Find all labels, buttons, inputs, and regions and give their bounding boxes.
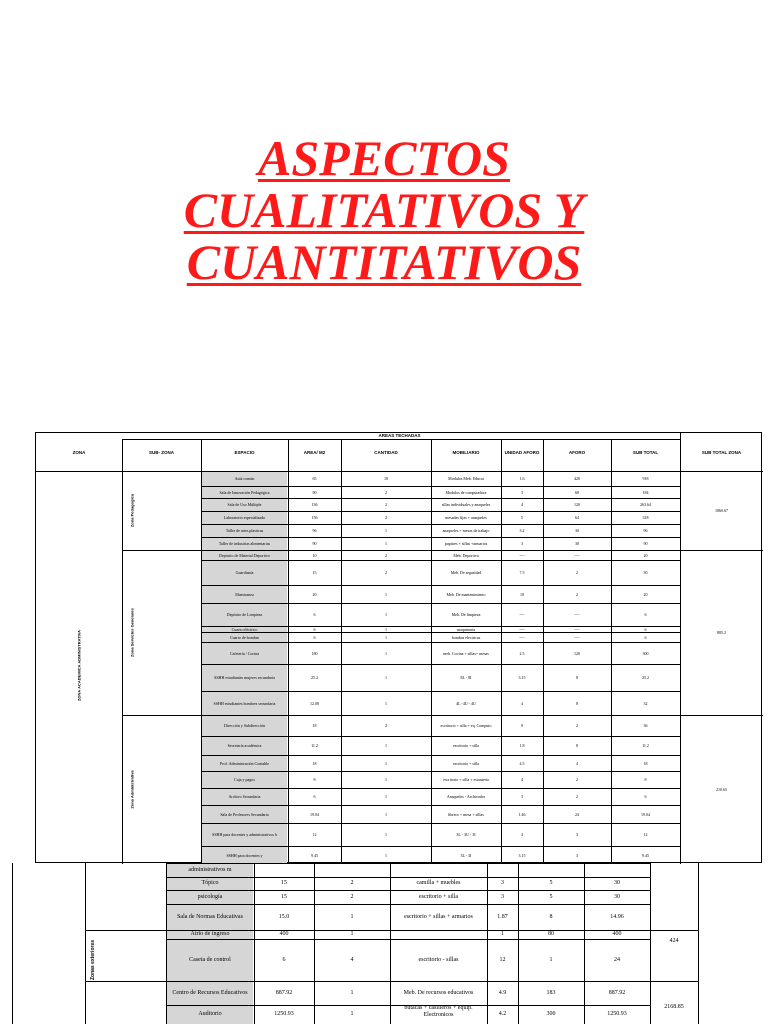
lower-row-7-col-6: 1250.93 <box>607 1011 627 1017</box>
row-12-col-2: 1 <box>385 650 387 656</box>
row-divider <box>201 771 680 772</box>
subzone-label-2: Zona Administrativa <box>129 769 135 809</box>
row-13-col-0: SSHH estudiantes mujeres secundaria <box>214 675 275 680</box>
row-1-col-6: 184 <box>642 489 649 495</box>
row-20-col-3: librero + mesa + sillas <box>448 811 484 817</box>
row-9-col-5: ---- <box>574 612 580 617</box>
row-13-col-4: 3.15 <box>518 675 526 680</box>
row-9-col-6: 6 <box>644 612 647 617</box>
row-14-col-3: 4L -4U - 4U <box>456 700 476 706</box>
row-5-col-5: 30 <box>575 541 579 546</box>
row-6-col-3: Meb. Deportiva <box>453 552 479 558</box>
row-17-col-1: 18 <box>312 760 317 766</box>
row-17-col-4: 4.5 <box>519 760 525 766</box>
row-16-col-4: 1.8 <box>519 743 525 748</box>
row-1-col-0: Sala de Innovación Pedagógica <box>219 489 270 495</box>
row-16-col-0: Secretaría académica <box>227 743 262 748</box>
row-9-col-1: 6 <box>313 612 316 617</box>
areas-table-continued <box>0 863 768 1024</box>
row-3-col-6: 318 <box>642 515 649 520</box>
row-16-col-2: 1 <box>385 743 387 748</box>
row-17-col-3: escritorio + silla <box>452 760 480 766</box>
row-divider <box>166 863 650 864</box>
lower-subzone-label: Zonas exteriores <box>90 939 96 981</box>
row-8-col-2: 1 <box>385 591 387 597</box>
row-22-col-4: 3.15 <box>518 852 526 858</box>
row-2-col-2: 2 <box>385 502 387 507</box>
column-divider <box>698 863 699 1024</box>
zone-total-0: 1860.67 <box>715 507 728 513</box>
row-15-col-1: 18 <box>312 723 317 728</box>
row-11-col-0: Cuarto de bombas <box>229 634 260 640</box>
row-0-col-5: 420 <box>574 476 580 481</box>
row-15-col-4: 9 <box>521 723 523 728</box>
row-divider <box>201 642 680 643</box>
lower-row-1-col-5: 5 <box>549 880 553 886</box>
column-divider <box>288 439 289 864</box>
header-sub-zona: SUB- ZONA <box>149 449 174 455</box>
lower-row-6-col-2: 1 <box>350 989 354 996</box>
row-5-col-2: 1 <box>385 541 387 546</box>
row-13-col-1: 25.2 <box>311 675 318 680</box>
row-0-col-6: 918 <box>642 476 649 481</box>
row-14-col-1: 12.08 <box>310 700 319 706</box>
subzone-divider <box>85 930 698 931</box>
row-12-col-4: 2.5 <box>519 650 525 656</box>
lower-row-0-col-5 <box>518 863 584 877</box>
row-1-col-3: Modulos de computadora <box>445 489 487 495</box>
row-22-col-0: SSHH para docentes y <box>226 852 263 858</box>
lower-row-5-col-4: 12 <box>499 956 506 963</box>
row-21-col-2: 1 <box>385 832 387 837</box>
lower-row-6-col-3: Meb. De recursos educativos <box>403 989 474 996</box>
column-divider <box>314 863 315 1024</box>
areas-table <box>35 432 762 863</box>
row-13-col-5: 8 <box>576 675 578 680</box>
lower-row-0-col-3 <box>390 863 487 877</box>
lower-row-5-col-2: 4 <box>350 956 354 963</box>
lower-zone-total-0: 424 <box>669 938 679 944</box>
lower-row-6-col-6: 887.92 <box>608 989 626 996</box>
row-9-col-4: ---- <box>519 612 525 617</box>
row-15-col-2: 2 <box>385 723 387 728</box>
row-19-col-1: 6 <box>313 794 316 799</box>
divider <box>122 439 680 440</box>
row-22-col-5: 3 <box>576 852 578 858</box>
lower-row-3-col-2: 1 <box>350 913 354 920</box>
lower-row-5-col-0: Caseta de control <box>189 956 231 963</box>
row-20-col-4: 1.46 <box>518 811 526 817</box>
lower-row-0-col-2 <box>314 863 390 877</box>
row-14-col-6: 32 <box>643 700 648 706</box>
row-divider <box>201 736 680 737</box>
row-12-col-5: 120 <box>574 650 580 656</box>
header-aforo: AFORO <box>568 449 586 455</box>
lower-row-1-col-2: 2 <box>350 880 354 886</box>
row-11-col-6: 6 <box>644 634 647 640</box>
row-7-col-1: 15 <box>312 570 317 575</box>
lower-row-2-col-1: 15 <box>281 893 287 900</box>
row-12-col-6: 300 <box>642 650 649 656</box>
row-5-col-6: 90 <box>643 541 648 546</box>
row-11-col-3: bombas electricas <box>451 634 481 640</box>
row-divider <box>201 632 680 633</box>
row-18-col-2: 1 <box>385 777 387 782</box>
column-divider <box>431 439 432 864</box>
lower-row-7-col-5: 300 <box>546 1011 556 1017</box>
row-17-col-0: Prof. Administración Contable <box>220 760 269 766</box>
row-15-col-6: 36 <box>643 723 648 728</box>
lower-row-1-col-3: camilla + muebles <box>416 880 461 886</box>
header-espacio: ESPACIO <box>234 449 255 455</box>
zone-total-2: 210.65 <box>716 786 727 792</box>
row-4-col-4: 3.2 <box>519 528 525 533</box>
row-20-col-2: 1 <box>385 811 387 817</box>
row-2-col-0: Sala de Uso Múltiple <box>227 502 262 507</box>
row-16-col-6: 11.2 <box>642 743 649 748</box>
row-2-col-4: 4 <box>521 502 523 507</box>
row-5-col-1: 90 <box>312 541 317 546</box>
row-3-col-5: 64 <box>575 515 579 520</box>
row-20-col-5: 24 <box>575 811 579 817</box>
row-divider <box>201 560 680 561</box>
row-divider <box>201 603 680 604</box>
row-17-col-2: 1 <box>385 760 387 766</box>
row-15-col-0: Dirección y Subdirección <box>224 723 265 728</box>
lower-row-7-col-0: Auditorio <box>198 1011 222 1017</box>
row-1-col-2: 2 <box>385 489 387 495</box>
lower-row-1-col-0: Tópico <box>201 880 219 886</box>
row-divider <box>201 498 680 499</box>
column-divider <box>518 863 519 1024</box>
row-divider <box>201 486 680 487</box>
lower-row-0-col-0: administrativos m <box>188 866 232 873</box>
column-divider <box>122 439 123 864</box>
row-14-col-4: 4 <box>521 700 523 706</box>
lower-row-1-col-1: 15 <box>281 880 287 886</box>
row-6-col-2: 2 <box>385 552 387 558</box>
row-1-col-4: 3 <box>521 489 523 495</box>
subzone-label-0: Zona Pedagogica <box>129 493 135 527</box>
column-divider <box>390 863 391 1024</box>
row-10-col-2: 1 <box>385 626 387 632</box>
lower-row-1-col-6: 30 <box>614 880 620 886</box>
lower-row-6-col-4: 4.9 <box>498 989 507 996</box>
row-divider <box>166 877 650 878</box>
row-7-col-4: 7.5 <box>519 570 525 575</box>
row-divider <box>166 890 650 891</box>
row-11-col-5: ---- <box>574 634 580 640</box>
row-22-col-6: 9.45 <box>642 852 649 858</box>
row-6-col-4: ---- <box>519 552 525 558</box>
row-19-col-3: Anaqueles - Archivador <box>446 794 486 799</box>
row-8-col-3: Meb. De mantenimiento <box>446 591 486 597</box>
lower-row-3-col-0: Sala de Normas Educativas <box>177 913 243 920</box>
row-12-col-0: Cafetería / Cocina <box>229 650 260 656</box>
lower-row-2-col-2: 2 <box>350 893 354 900</box>
row-10-col-6: 6 <box>644 626 647 632</box>
lower-row-7-col-1: 1250.93 <box>274 1011 294 1017</box>
lower-row-3-col-6: 14.96 <box>610 913 624 920</box>
lower-row-2-col-4: 3 <box>501 893 504 900</box>
row-8-col-1: 20 <box>312 591 317 597</box>
row-divider <box>201 823 680 824</box>
row-18-col-0: Caja y pagos <box>234 777 255 782</box>
row-9-col-3: Meb. De limpieza <box>451 612 481 617</box>
row-divider <box>201 664 680 665</box>
lower-row-4-col-5: 80 <box>548 931 554 937</box>
lower-row-4-col-6: 400 <box>612 931 622 937</box>
lower-row-7-col-2: 1 <box>350 1011 354 1017</box>
row-3-col-0: Laboratorio especializado <box>223 515 266 520</box>
row-8-col-5: 2 <box>576 591 578 597</box>
zona-label: ZONA ACADEMICA ADMINISTRATIVA <box>76 629 82 702</box>
row-13-col-3: 8L - 8I <box>460 675 472 680</box>
row-divider <box>201 585 680 586</box>
lower-row-1-col-4: 3 <box>501 880 504 886</box>
row-11-col-4: ---- <box>519 634 525 640</box>
row-10-col-5: ---- <box>574 626 580 632</box>
row-10-col-0: Cuarto eléctrico <box>231 626 258 632</box>
lower-row-2-col-0: psicología <box>197 893 223 900</box>
row-4-col-3: anaqueles + mesas de trabajo <box>442 528 490 533</box>
column-divider <box>543 439 544 864</box>
subzone-divider <box>122 550 763 551</box>
column-divider <box>680 433 681 864</box>
lower-row-0-col-4 <box>487 863 518 877</box>
title-line-1: ASPECTOS <box>258 130 510 186</box>
lower-row-4-col-2: 1 <box>350 931 354 937</box>
row-7-col-0: Guardianía <box>235 570 254 575</box>
row-2-col-3: sillas individuales y anaqueles <box>441 502 491 507</box>
row-divider <box>201 537 680 538</box>
row-6-col-6: 20 <box>643 552 648 558</box>
lower-row-7-col-4: 4.2 <box>498 1011 507 1017</box>
row-12-col-3: meb. Cocina + sillas+ mesas <box>443 650 489 656</box>
row-divider <box>201 805 680 806</box>
row-3-col-3: mesadas fijas + anaqueles <box>445 515 487 520</box>
header-area: AREA/ M2 <box>303 449 326 455</box>
row-10-col-4: ---- <box>519 626 525 632</box>
column-divider <box>501 439 502 864</box>
row-19-col-5: 2 <box>576 794 578 799</box>
row-10-col-3: maquinaria <box>457 626 475 632</box>
row-7-col-3: Meb. De seguridad <box>450 570 482 575</box>
header-sub-total: SUB TOTAL <box>632 449 659 455</box>
row-16-col-5: 8 <box>576 743 578 748</box>
column-divider <box>341 439 342 864</box>
row-21-col-5: 3 <box>576 832 578 837</box>
row-4-col-2: 1 <box>385 528 387 533</box>
lower-row-5-col-3: escritorio - sillas <box>418 956 459 963</box>
row-18-col-4: 4 <box>521 777 523 782</box>
row-2-col-1: 136 <box>311 502 318 507</box>
row-18-col-6: 8 <box>644 777 647 782</box>
lower-row-4-col-3 <box>390 930 487 939</box>
row-9-col-2: 1 <box>385 612 387 617</box>
row-18-col-1: 8 <box>313 777 316 782</box>
row-divider <box>201 691 680 692</box>
header-mobiliario: MOBILIARIO <box>452 449 480 455</box>
row-divider <box>201 524 680 525</box>
row-4-col-1: 96 <box>312 528 317 533</box>
row-divider <box>201 755 680 756</box>
row-0-col-3: Modulos Meb. Educat <box>448 476 484 481</box>
lower-row-3-col-3: escritorio + sillas + armarios <box>404 913 473 920</box>
header-sub-total-zona: SUB TOTAL ZONA <box>701 449 742 455</box>
row-20-col-1: 19.04 <box>310 811 319 817</box>
row-8-col-4: 10 <box>520 591 524 597</box>
lower-row-6-col-1: 887.92 <box>275 989 293 996</box>
row-19-col-6: 6 <box>644 794 647 799</box>
row-4-col-5: 30 <box>575 528 579 533</box>
row-3-col-4: 5 <box>521 515 523 520</box>
row-10-col-1: 6 <box>313 626 316 632</box>
row-7-col-5: 2 <box>576 570 578 575</box>
lower-row-7-col-3: butacas + casilleros + equip. Electronicos <box>404 1005 473 1018</box>
row-11-col-1: 6 <box>313 634 316 640</box>
row-6-col-5: ---- <box>574 552 580 558</box>
row-0-col-1: 65 <box>312 476 317 481</box>
table-caption: AREAS TECHADAS <box>378 433 421 438</box>
row-5-col-0: Taller de industrias alimentarias <box>218 541 271 546</box>
subzone-label-1: Zona Servicios Generales <box>129 607 135 657</box>
row-divider <box>201 788 680 789</box>
row-6-col-1: 10 <box>312 552 317 558</box>
title-line-2: CUALITATIVOS Y <box>183 182 585 238</box>
row-0-col-0: Aula común <box>234 476 255 481</box>
header-zona: ZONA <box>72 449 86 455</box>
lower-row-0-col-6 <box>584 863 650 877</box>
row-19-col-0: Archivo Secundaria <box>228 794 261 799</box>
row-16-col-1: 11.2 <box>311 743 318 748</box>
row-12-col-1: 180 <box>311 650 318 656</box>
lower-row-6-col-5: 183 <box>546 989 556 996</box>
lower-row-3-col-4: 1.87 <box>497 913 508 920</box>
row-22-col-1: 9.45 <box>311 852 318 858</box>
row-22-col-3: 3L - 3I <box>460 852 472 858</box>
page-title <box>0 132 768 288</box>
row-19-col-2: 1 <box>385 794 387 799</box>
lower-row-2-col-3: escritorio + silla <box>418 893 459 900</box>
row-16-col-3: escritorio + silla <box>452 743 480 748</box>
row-divider <box>166 1005 650 1006</box>
row-17-col-6: 18 <box>643 760 648 766</box>
subzone-divider <box>85 981 698 982</box>
column-divider <box>166 863 167 1024</box>
row-13-col-2: 1 <box>385 675 387 680</box>
column-divider <box>201 439 202 864</box>
lower-row-5-col-6: 24 <box>614 956 620 963</box>
column-divider <box>487 863 488 1024</box>
zone-total-1: 885.2 <box>717 629 726 635</box>
row-11-col-2: 1 <box>385 634 387 640</box>
row-15-col-5: 2 <box>576 723 578 728</box>
row-20-col-0: Sala de Profesores Secundaria <box>220 811 269 817</box>
lower-row-3-col-1: 15.0 <box>278 913 290 920</box>
lower-row-2-col-5: 5 <box>549 893 553 900</box>
row-divider <box>201 846 680 847</box>
lower-row-4-col-1: 400 <box>279 931 289 937</box>
row-2-col-5: 120 <box>574 502 580 507</box>
row-14-col-0: SSHH estudiantes hombres secundaria <box>213 700 276 706</box>
lower-row-0-col-1 <box>254 863 314 877</box>
row-18-col-3: escritorio + silla + estantería <box>443 777 489 782</box>
lower-zone-total-1: 2168.85 <box>664 1004 684 1010</box>
row-5-col-4: 3 <box>521 541 523 546</box>
row-13-col-6: 25.2 <box>642 675 649 680</box>
row-5-col-3: pupitres + sillas +armarios <box>444 541 488 546</box>
row-8-col-6: 20 <box>643 591 648 597</box>
row-0-col-2: 18 <box>384 476 388 481</box>
lower-row-5-col-1: 6 <box>282 956 286 963</box>
title-line-3: CUANTITATIVOS <box>186 234 582 290</box>
column-divider <box>611 439 612 864</box>
row-divider <box>201 511 680 512</box>
row-9-col-0: Depósito de Limpieza <box>226 612 263 617</box>
lower-row-4-col-0: Atrio de ingreso <box>190 931 230 937</box>
row-4-col-0: Taller de artes plasticas <box>225 528 264 533</box>
column-divider <box>584 863 585 1024</box>
lower-row-5-col-5: 1 <box>549 956 553 963</box>
row-7-col-6: 30 <box>643 570 648 575</box>
row-divider <box>201 626 680 627</box>
row-3-col-1: 156 <box>311 515 318 520</box>
row-2-col-6: 263.64 <box>640 502 651 507</box>
lower-row-4-col-4: 1 <box>501 931 504 937</box>
column-divider <box>85 863 86 1024</box>
header-unidad-aforo: UNIDAD AFORO <box>504 449 540 455</box>
row-18-col-5: 2 <box>576 777 578 782</box>
row-20-col-6: 19.04 <box>641 811 650 817</box>
row-4-col-6: 96 <box>643 528 648 533</box>
row-8-col-0: Maestranza <box>235 591 254 597</box>
row-22-col-2: 1 <box>385 852 387 858</box>
row-1-col-5: 68 <box>575 489 579 495</box>
row-21-col-3: 3L - 3U - 3I <box>456 832 476 837</box>
row-14-col-5: 8 <box>576 700 578 706</box>
column-divider <box>254 863 255 1024</box>
row-1-col-1: 90 <box>312 489 317 495</box>
lower-row-3-col-5: 8 <box>549 913 553 920</box>
row-14-col-2: 1 <box>385 700 387 706</box>
row-15-col-3: escritorio + silla + eq. Computo <box>440 723 492 728</box>
header-cantidad: CANTIDAD <box>374 449 398 455</box>
row-6-col-0: Depósito de Material Deportivo <box>219 552 270 558</box>
row-21-col-4: 4 <box>521 832 523 837</box>
row-19-col-4: 3 <box>521 794 523 799</box>
lower-row-6-col-0: Centro de Recursos Educativos <box>172 989 248 996</box>
row-21-col-1: 12 <box>312 832 317 837</box>
row-21-col-6: 12 <box>643 832 648 837</box>
subzone-divider <box>122 715 763 716</box>
row-7-col-2: 2 <box>385 570 387 575</box>
row-21-col-0: SSHH para docentes y administrativos h <box>212 832 277 837</box>
row-divider <box>166 939 650 940</box>
row-0-col-4: 1.6 <box>519 476 525 481</box>
row-divider <box>166 904 650 905</box>
row-17-col-5: 4 <box>576 760 578 766</box>
column-divider <box>12 863 13 1024</box>
lower-row-2-col-6: 30 <box>614 893 620 900</box>
row-3-col-2: 2 <box>385 515 387 520</box>
